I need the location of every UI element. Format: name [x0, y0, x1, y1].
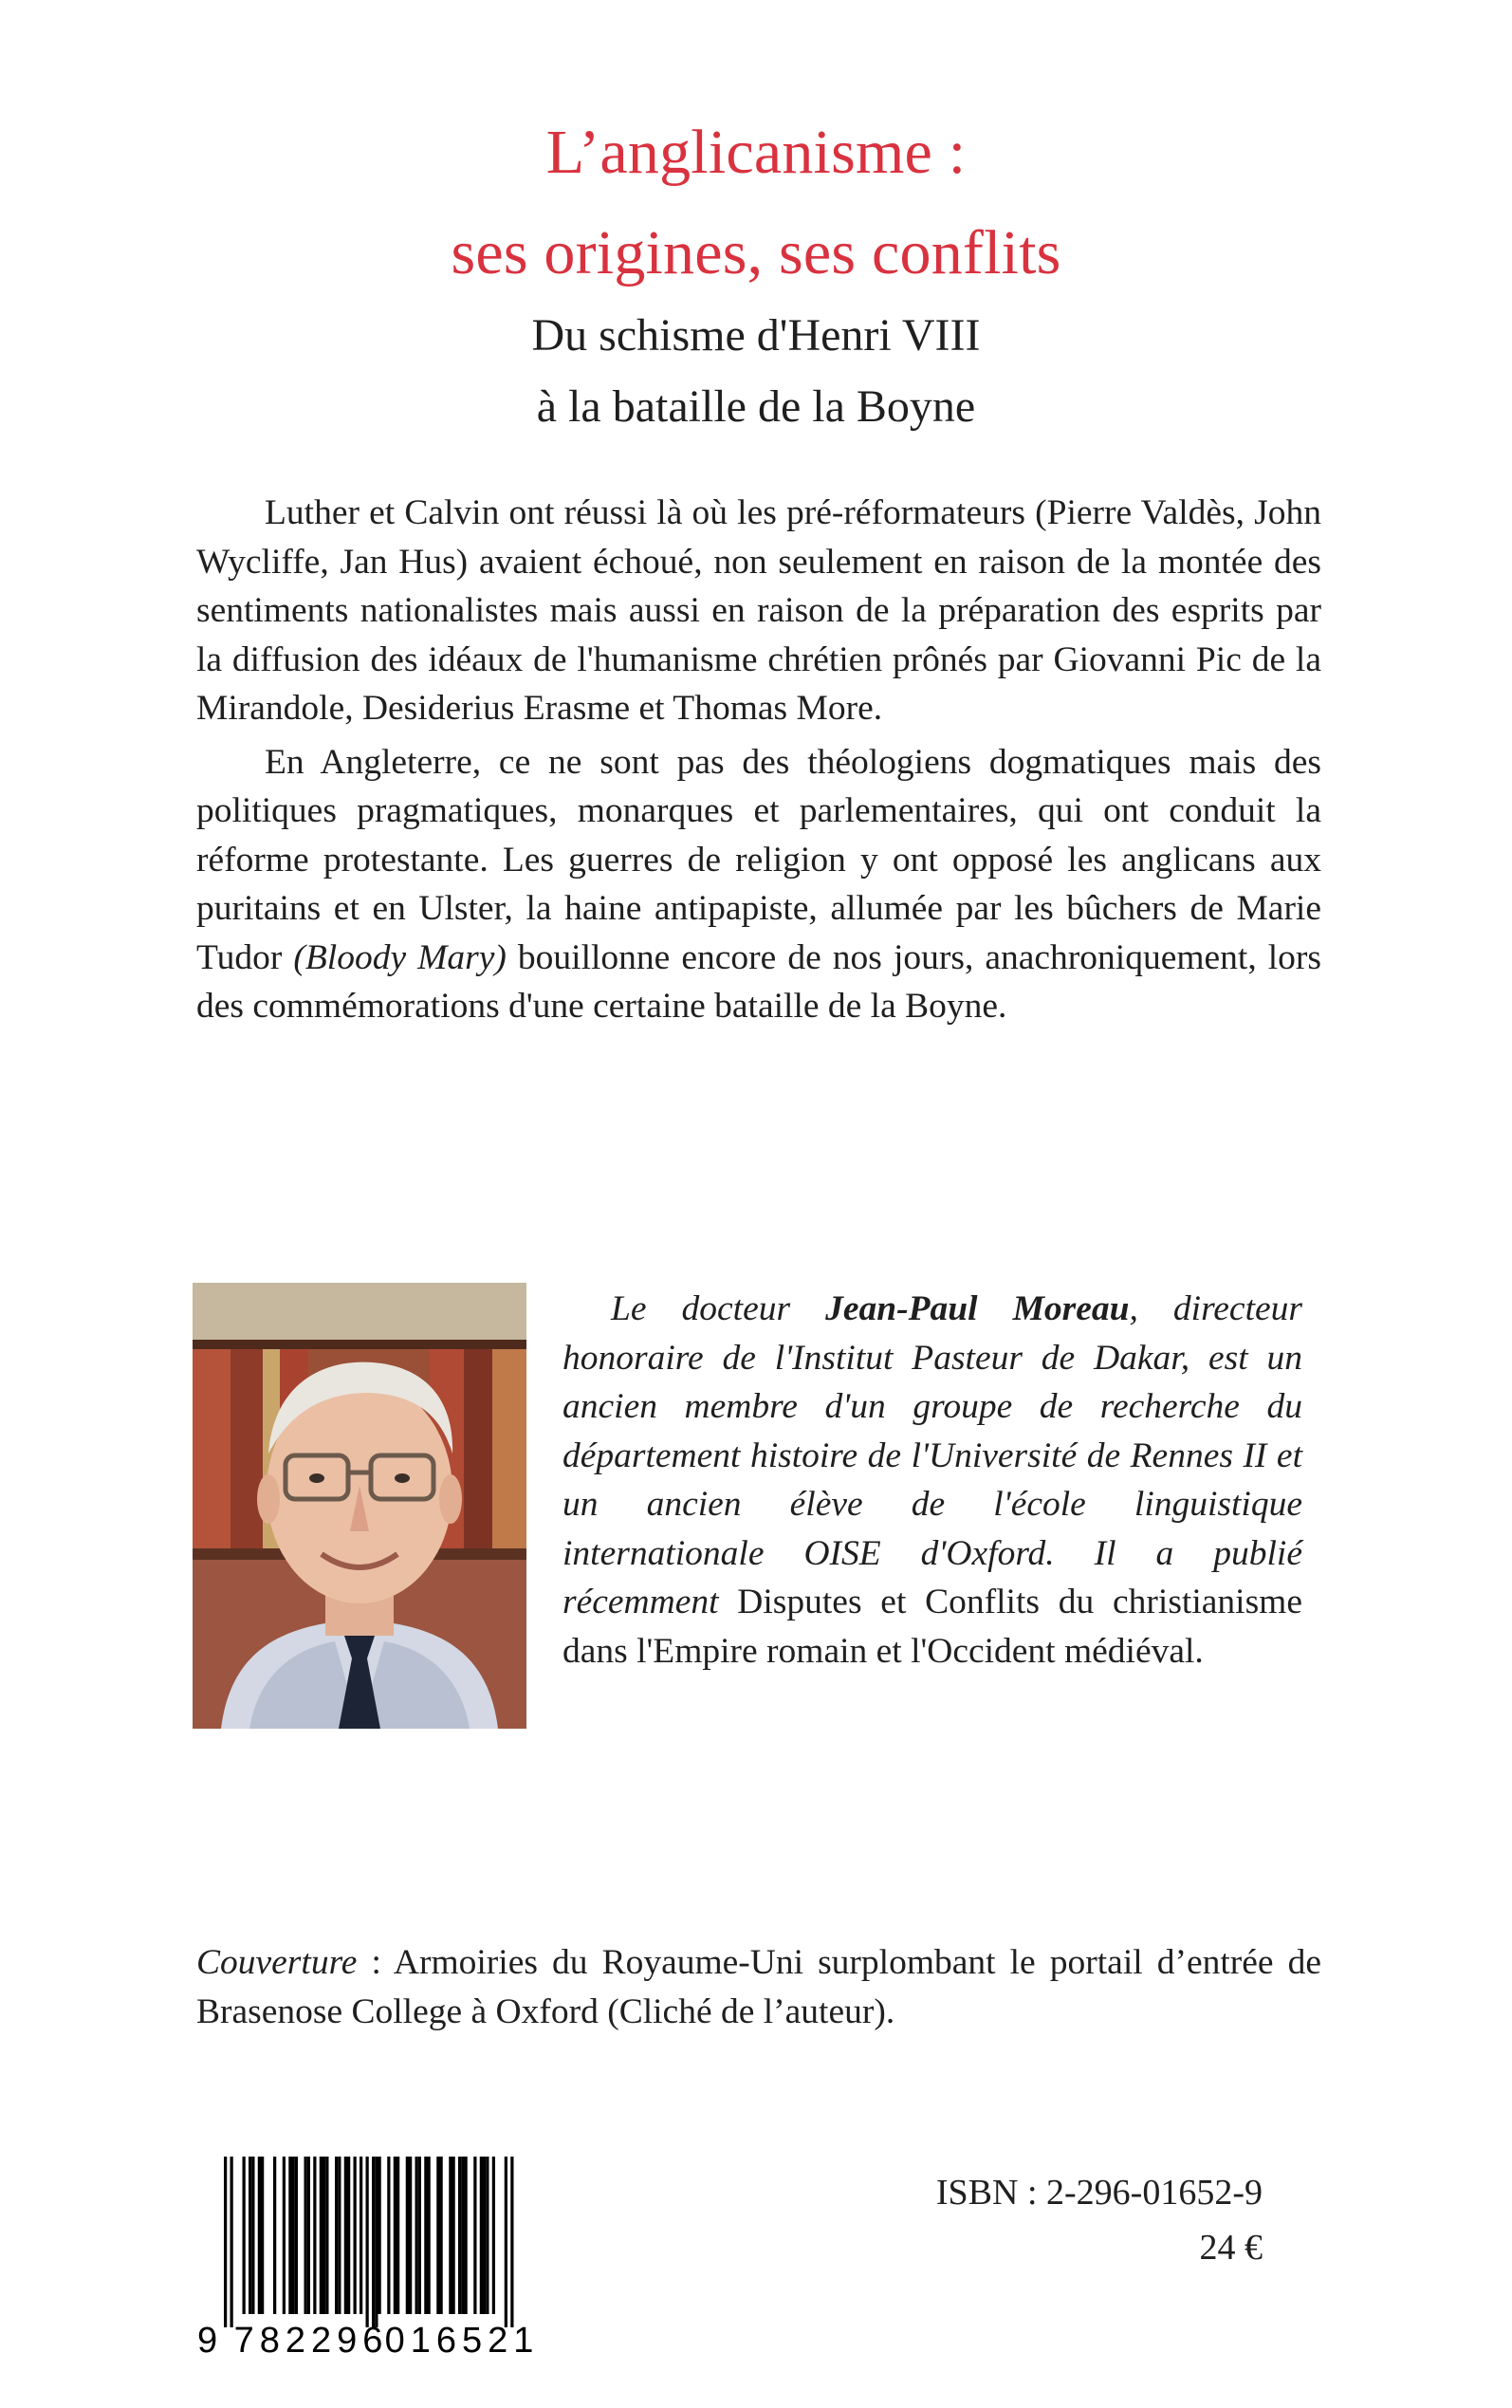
bio-intro: Le docteur	[611, 1289, 826, 1328]
barcode-bar	[415, 2157, 418, 2314]
isbn-number: ISBN : 2-296-01652-9	[935, 2173, 1263, 2213]
summary-paragraph-2-text-a: En Angleterre, ce ne sont pas des théologiens dogmatiques mais des politiques pragmatiques, monarques et parlementaires, qui ont conduit la réforme protestante. Les guerres de religion y ont opposé les anglicans aux puritains et en Ulster, la haine antipapiste, allumée par les bûchers de Marie Tudor	[196, 742, 1321, 977]
barcode-bar	[436, 2157, 439, 2314]
barcode-bar	[320, 2157, 323, 2314]
barcode-bar	[372, 2157, 375, 2327]
barcode-bar	[424, 2157, 427, 2314]
barcode-bar	[418, 2157, 421, 2314]
biography-paragraph	[562, 1285, 1302, 1676]
cover-credit-text	[196, 1938, 1321, 2036]
isbn-barcode	[192, 2151, 556, 2362]
barcode-bar	[461, 2157, 464, 2314]
summary-paragraph-2	[196, 738, 1321, 1031]
barcode-bar	[304, 2157, 307, 2314]
barcode-bar	[354, 2157, 357, 2314]
barcode-bar	[492, 2157, 495, 2314]
barcode-bar	[258, 2157, 261, 2314]
barcode-bar	[505, 2157, 507, 2327]
barcode-bar	[440, 2157, 443, 2314]
barcode-bar	[249, 2157, 251, 2314]
barcode-bar	[366, 2157, 369, 2327]
price: 24 €	[1199, 2228, 1263, 2268]
barcode-bar	[230, 2157, 233, 2327]
author-photo	[193, 1283, 526, 1729]
recent-book-title: Disputes et Conflits du christianisme dans l'Empire romain et l'Occident médiéval.	[562, 1583, 1302, 1671]
barcode-bar	[338, 2157, 341, 2314]
barcode-bar	[375, 2157, 378, 2327]
summary-paragraph-1: Luther et Calvin ont réussi là où les pré-réformateurs (Pierre Valdès, John Wycliffe, Jan Hus) avaient échoué, non seulement en raison de la montée des sentiments nationalistes mais aussi en raison de la préparation des esprits par la diffusion des idéaux de l'humanisme chrétien prônés par Giovanni Pic de la Mirandole, Desiderius Erasme et Thomas More.	[196, 493, 1321, 728]
bloody-mary-italic: (Bloody Mary)	[293, 937, 507, 977]
barcode-bar	[458, 2157, 461, 2314]
author-name: Jean-Paul Moreau	[825, 1289, 1130, 1328]
barcode-bar	[243, 2157, 246, 2314]
barcode-bar	[409, 2157, 412, 2314]
barcode-bar	[394, 2157, 396, 2314]
barcode-bar	[360, 2157, 362, 2314]
barcode-bar	[261, 2157, 264, 2314]
subtitle-line-1: Du schisme d'Henri VIII	[531, 310, 981, 361]
barcode-bar	[307, 2157, 310, 2314]
barcode-bar	[483, 2157, 486, 2314]
barcode-bar	[449, 2157, 452, 2314]
back-cover-summary	[196, 489, 1321, 1036]
barcode-bar	[452, 2157, 455, 2314]
barcode-bar	[325, 2157, 328, 2314]
barcode-group-left: 782296	[233, 2321, 389, 2361]
barcode-bar	[251, 2157, 254, 2314]
barcode-bar	[313, 2157, 316, 2314]
barcode-bar	[224, 2157, 227, 2327]
barcode-bar	[288, 2157, 291, 2314]
summary-paragraph-2-text-b: bouillonne encore de nos jours, anachroniquement, lors des commémorations d'une certaine bataille de la Boyne.	[196, 937, 1322, 1026]
barcode-group-right: 016521	[384, 2321, 540, 2361]
cover-credit	[196, 1938, 1321, 2036]
barcode-bar	[387, 2157, 390, 2314]
barcode-bar	[480, 2157, 483, 2314]
barcode-bar	[347, 2157, 350, 2314]
barcode-bar	[295, 2157, 298, 2314]
author-biography	[562, 1285, 1302, 1676]
barcode-bar	[292, 2157, 295, 2314]
title-line-2: ses origines, ses conflits	[451, 218, 1061, 287]
barcode-bar	[335, 2157, 338, 2314]
barcode-bar	[406, 2157, 409, 2314]
barcode-bar	[486, 2157, 489, 2314]
barcode-bar	[378, 2157, 381, 2314]
bio-text: , directeur honoraire de l'Institut Pasteur de Dakar, est un ancien membre d'un groupe de recherche du département histoire de l'Université de Rennes II et un ancien élève de l'école linguistique internationale OISE d'Oxford. Il a publié récemment	[562, 1289, 1302, 1621]
barcode-digit-first: 9	[197, 2321, 218, 2361]
barcode-bar	[396, 2157, 399, 2314]
cover-credit-label: Couverture	[196, 1943, 358, 1982]
barcode-bar	[323, 2157, 325, 2314]
barcode-bar	[283, 2157, 286, 2314]
subtitle-line-2: à la bataille de la Boyne	[536, 381, 976, 432]
title-line-1: L’anglicanisme :	[545, 118, 967, 187]
barcode-bar	[510, 2157, 513, 2327]
barcode-bar	[273, 2157, 276, 2314]
barcode-bar	[465, 2157, 468, 2314]
cover-credit-description: : Armoiries du Royaume-Uni surplombant le portail d’entrée de Brasenose College à Oxford (Cliché de l’auteur).	[196, 1943, 1321, 2031]
barcode-bar	[428, 2157, 431, 2314]
barcode-bar	[344, 2157, 347, 2314]
barcode-bar	[473, 2157, 476, 2314]
